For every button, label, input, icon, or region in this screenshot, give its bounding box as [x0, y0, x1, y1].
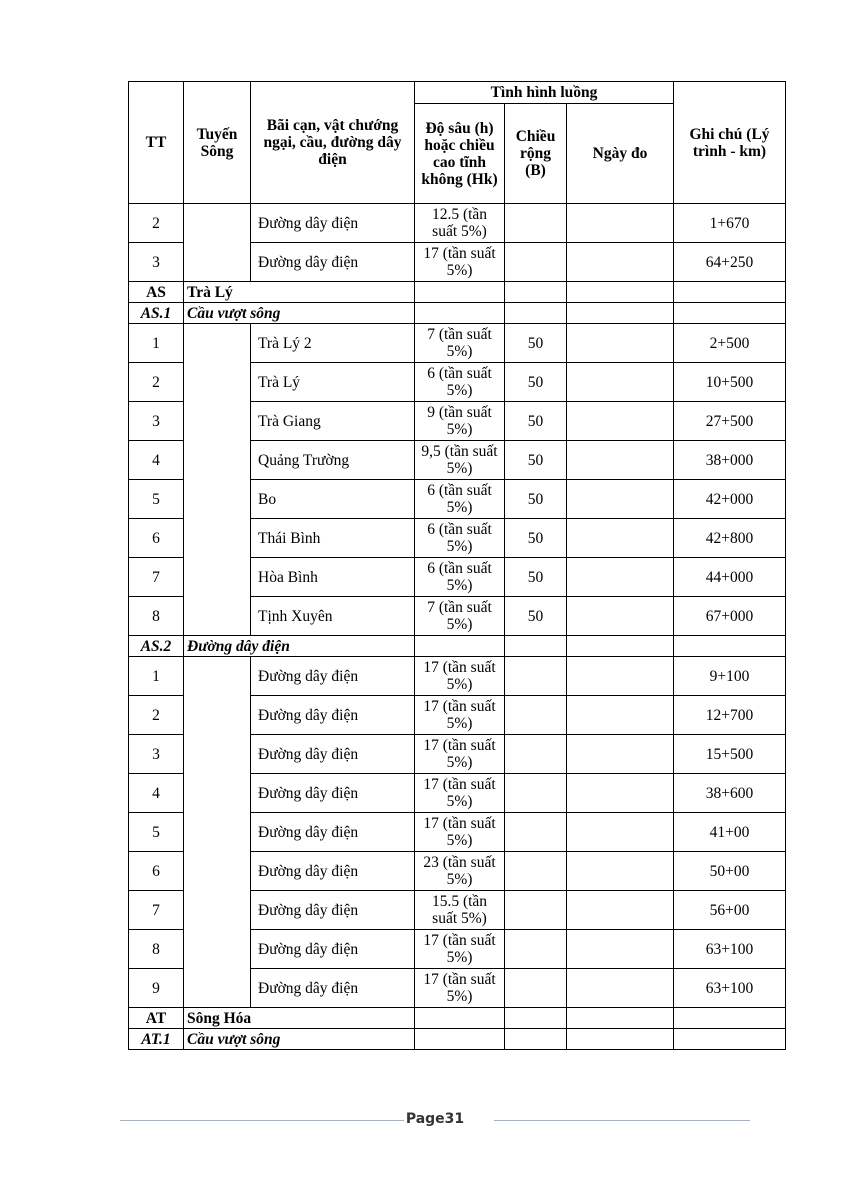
cell-note: 10+500	[674, 363, 786, 402]
table-row	[129, 657, 786, 696]
cell-depth: 9 (tần suất 5%)	[415, 402, 505, 441]
empty-cell	[567, 1008, 674, 1029]
empty-cell	[674, 636, 786, 657]
cell-width	[505, 813, 567, 852]
subsection-name: Đường dây điện	[184, 636, 415, 657]
empty-cell	[674, 1029, 786, 1050]
cell-tt: 7	[129, 558, 184, 597]
empty-cell	[567, 1029, 674, 1050]
empty-cell	[674, 282, 786, 303]
cell-date	[567, 852, 674, 891]
cell-date	[567, 480, 674, 519]
cell-name: Đường dây điện	[251, 657, 415, 696]
cell-note: 67+000	[674, 597, 786, 636]
subsection-row	[129, 303, 786, 324]
cell-note: 44+000	[674, 558, 786, 597]
cell-note: 38+600	[674, 774, 786, 813]
cell-name: Đường dây điện	[251, 696, 415, 735]
subsection-row	[129, 636, 786, 657]
cell-tt: 3	[129, 735, 184, 774]
cell-date	[567, 696, 674, 735]
cell-width	[505, 657, 567, 696]
river-channel-table	[128, 81, 786, 1050]
cell-tt: 6	[129, 852, 184, 891]
cell-tt: 7	[129, 891, 184, 930]
section-name: Sông Hóa	[184, 1008, 415, 1029]
cell-tt: 5	[129, 480, 184, 519]
cell-width	[505, 852, 567, 891]
cell-date	[567, 774, 674, 813]
cell-depth: 6 (tần suất 5%)	[415, 480, 505, 519]
subsection-name: Cầu vượt sông	[184, 1029, 415, 1050]
cell-tt: 3	[129, 243, 184, 282]
header-ngay-do: Ngày đo	[567, 104, 674, 204]
cell-name: Trà Lý 2	[251, 324, 415, 363]
cell-width	[505, 891, 567, 930]
cell-depth: 17 (tần suất 5%)	[415, 657, 505, 696]
cell-width	[505, 930, 567, 969]
page-number: Page31	[405, 1111, 465, 1127]
cell-date	[567, 324, 674, 363]
cell-width: 50	[505, 402, 567, 441]
cell-width: 50	[505, 363, 567, 402]
cell-note: 64+250	[674, 243, 786, 282]
empty-cell	[567, 282, 674, 303]
cell-river-merged	[184, 324, 251, 636]
page-footer	[120, 1108, 750, 1132]
cell-width	[505, 774, 567, 813]
cell-note: 50+00	[674, 852, 786, 891]
cell-tt: 8	[129, 930, 184, 969]
cell-depth: 23 (tần suất 5%)	[415, 852, 505, 891]
cell-name: Tịnh Xuyên	[251, 597, 415, 636]
cell-width: 50	[505, 480, 567, 519]
cell-note: 63+100	[674, 930, 786, 969]
cell-width	[505, 243, 567, 282]
header-tuyen-song: Tuyến Sông	[184, 82, 251, 204]
cell-name: Quảng Trường	[251, 441, 415, 480]
cell-width: 50	[505, 558, 567, 597]
cell-note: 63+100	[674, 969, 786, 1008]
cell-river-merged	[184, 204, 251, 282]
cell-depth: 7 (tần suất 5%)	[415, 597, 505, 636]
cell-note: 12+700	[674, 696, 786, 735]
section-row	[129, 1008, 786, 1029]
empty-cell	[415, 282, 505, 303]
cell-tt: 1	[129, 324, 184, 363]
cell-width: 50	[505, 324, 567, 363]
cell-name: Trà Lý	[251, 363, 415, 402]
cell-date	[567, 558, 674, 597]
cell-depth: 7 (tần suất 5%)	[415, 324, 505, 363]
cell-date	[567, 204, 674, 243]
cell-depth: 17 (tần suất 5%)	[415, 930, 505, 969]
cell-name: Bo	[251, 480, 415, 519]
cell-tt: 8	[129, 597, 184, 636]
empty-cell	[505, 636, 567, 657]
cell-tt: 2	[129, 696, 184, 735]
cell-date	[567, 441, 674, 480]
cell-note: 42+800	[674, 519, 786, 558]
table-row	[129, 324, 786, 363]
cell-note: 27+500	[674, 402, 786, 441]
cell-name: Đường dây điện	[251, 735, 415, 774]
subsection-code: AS.2	[129, 636, 184, 657]
subsection-name: Cầu vượt sông	[184, 303, 415, 324]
cell-date	[567, 363, 674, 402]
header-tinh-hinh-luong: Tình hình luồng	[415, 82, 674, 104]
cell-note: 15+500	[674, 735, 786, 774]
cell-tt: 6	[129, 519, 184, 558]
cell-depth: 6 (tần suất 5%)	[415, 363, 505, 402]
cell-depth: 6 (tần suất 5%)	[415, 519, 505, 558]
empty-cell	[505, 1008, 567, 1029]
cell-name: Hòa Bình	[251, 558, 415, 597]
cell-depth: 17 (tần suất 5%)	[415, 735, 505, 774]
empty-cell	[567, 303, 674, 324]
cell-width: 50	[505, 441, 567, 480]
cell-date	[567, 597, 674, 636]
cell-tt: 9	[129, 969, 184, 1008]
cell-tt: 1	[129, 657, 184, 696]
cell-tt: 4	[129, 774, 184, 813]
cell-depth: 15.5 (tần suất 5%)	[415, 891, 505, 930]
cell-width: 50	[505, 519, 567, 558]
cell-name: Đường dây điện	[251, 930, 415, 969]
header-do-sau: Độ sâu (h) hoặc chiều cao tĩnh không (Hk)	[415, 104, 505, 204]
cell-name: Đường dây điện	[251, 891, 415, 930]
cell-name: Đường dây điện	[251, 774, 415, 813]
cell-depth: 6 (tần suất 5%)	[415, 558, 505, 597]
subsection-code: AT.1	[129, 1029, 184, 1050]
cell-date	[567, 735, 674, 774]
cell-tt: 3	[129, 402, 184, 441]
cell-width: 50	[505, 597, 567, 636]
cell-depth: 17 (tần suất 5%)	[415, 969, 505, 1008]
empty-cell	[415, 303, 505, 324]
cell-name: Trà Giang	[251, 402, 415, 441]
cell-date	[567, 243, 674, 282]
cell-name: Đường dây điện	[251, 852, 415, 891]
footer-line-right	[494, 1120, 750, 1121]
header-tt: TT	[129, 82, 184, 204]
cell-note: 56+00	[674, 891, 786, 930]
cell-tt: 2	[129, 363, 184, 402]
cell-depth: 12.5 (tần suất 5%)	[415, 204, 505, 243]
header-chieu-rong: Chiều rộng (B)	[505, 104, 567, 204]
cell-date	[567, 519, 674, 558]
cell-name: Thái Bình	[251, 519, 415, 558]
section-row	[129, 282, 786, 303]
table-body	[129, 204, 786, 1050]
empty-cell	[505, 303, 567, 324]
subsection-row	[129, 1029, 786, 1050]
cell-depth: 9,5 (tần suất 5%)	[415, 441, 505, 480]
cell-tt: 4	[129, 441, 184, 480]
cell-depth: 17 (tần suất 5%)	[415, 243, 505, 282]
cell-note: 41+00	[674, 813, 786, 852]
empty-cell	[415, 636, 505, 657]
cell-note: 42+000	[674, 480, 786, 519]
cell-date	[567, 930, 674, 969]
section-code: AT	[129, 1008, 184, 1029]
cell-note: 9+100	[674, 657, 786, 696]
cell-note: 38+000	[674, 441, 786, 480]
cell-width	[505, 204, 567, 243]
empty-cell	[505, 282, 567, 303]
cell-name: Đường dây điện	[251, 243, 415, 282]
cell-date	[567, 402, 674, 441]
empty-cell	[505, 1029, 567, 1050]
cell-depth: 17 (tần suất 5%)	[415, 696, 505, 735]
cell-name: Đường dây điện	[251, 813, 415, 852]
cell-depth: 17 (tần suất 5%)	[415, 774, 505, 813]
cell-river-merged	[184, 657, 251, 1008]
cell-date	[567, 969, 674, 1008]
cell-width	[505, 735, 567, 774]
cell-date	[567, 891, 674, 930]
cell-name: Đường dây điện	[251, 204, 415, 243]
cell-depth: 17 (tần suất 5%)	[415, 813, 505, 852]
header-bai-can: Bãi cạn, vật chướng ngại, cầu, đường dây điện	[251, 82, 415, 204]
empty-cell	[674, 1008, 786, 1029]
cell-date	[567, 657, 674, 696]
section-name: Trà Lý	[184, 282, 415, 303]
subsection-code: AS.1	[129, 303, 184, 324]
empty-cell	[415, 1008, 505, 1029]
cell-width	[505, 696, 567, 735]
table-row	[129, 204, 786, 243]
cell-date	[567, 813, 674, 852]
cell-width	[505, 969, 567, 1008]
cell-name: Đường dây điện	[251, 969, 415, 1008]
cell-tt: 2	[129, 204, 184, 243]
cell-tt: 5	[129, 813, 184, 852]
section-code: AS	[129, 282, 184, 303]
empty-cell	[415, 1029, 505, 1050]
empty-cell	[674, 303, 786, 324]
header-ghi-chu: Ghi chú (Lý trình - km)	[674, 82, 786, 204]
cell-note: 1+670	[674, 204, 786, 243]
empty-cell	[567, 636, 674, 657]
cell-note: 2+500	[674, 324, 786, 363]
